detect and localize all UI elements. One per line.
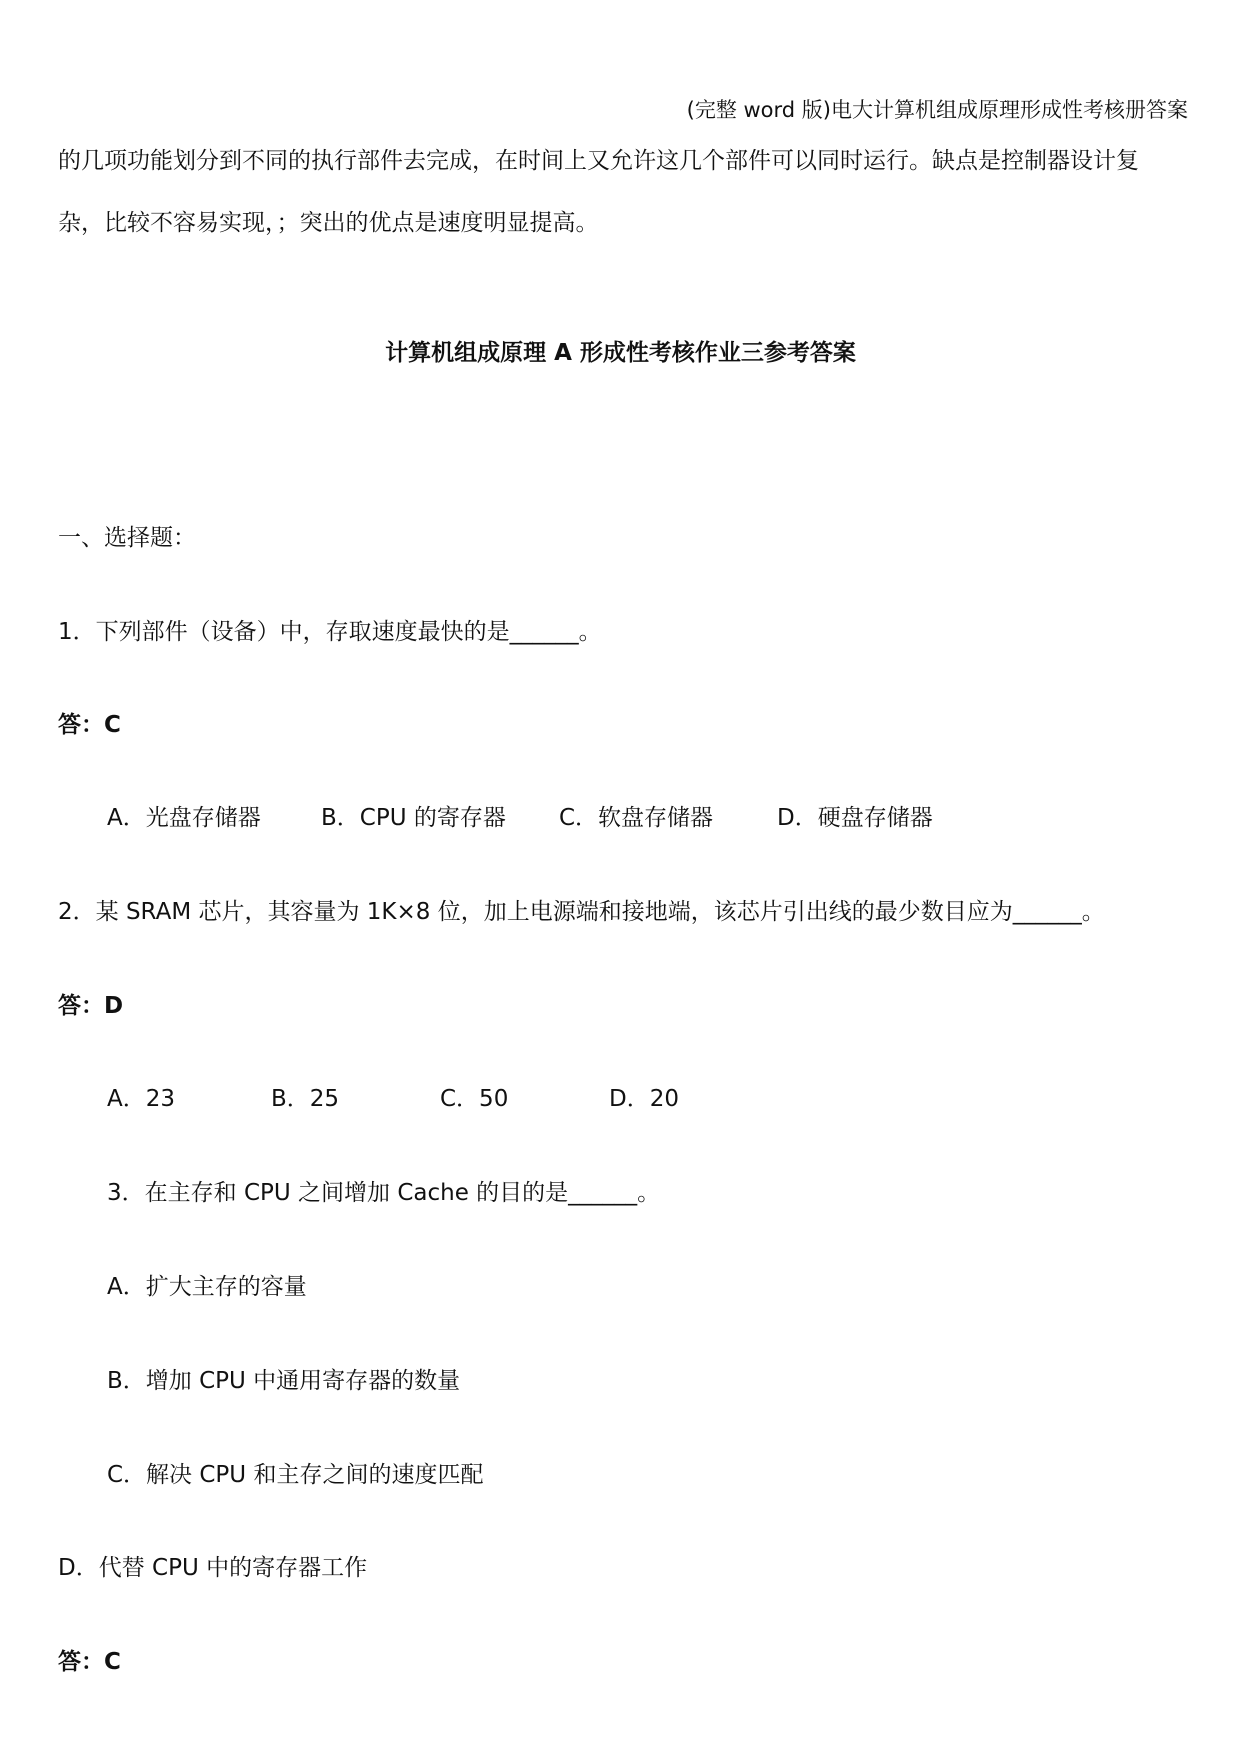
- question-3: 3．在主存和 CPU 之间增加 Cache 的目的是______。: [107, 1180, 661, 1206]
- option-d: D．硬盘存储器: [777, 805, 933, 831]
- question-3-option-d: D．代替 CPU 中的寄存器工作: [58, 1555, 368, 1581]
- continuation-line-2: 杂，比较不容易实现，；突出的优点是速度明显提高。: [58, 210, 599, 236]
- question-3-option-b: B．增加 CPU 中通用寄存器的数量: [107, 1368, 461, 1394]
- question-1-options: [107, 803, 933, 833]
- document-title: 计算机组成原理 A 形成性考核作业三参考答案: [385, 340, 856, 366]
- option-c: C．50: [440, 1086, 509, 1112]
- question-1: 1．下列部件（设备）中，存取速度最快的是______。: [58, 619, 602, 645]
- option-b: B．CPU 的寄存器: [321, 805, 506, 831]
- answer-2: 答：D: [58, 993, 124, 1019]
- answer-1: 答：C: [58, 712, 121, 738]
- option-b: B．25: [271, 1086, 340, 1112]
- section-heading: 一、选择题：: [58, 525, 196, 551]
- question-2-options: [107, 1084, 679, 1114]
- question-3-option-a: A．扩大主存的容量: [107, 1274, 307, 1300]
- option-a: A．23: [107, 1086, 176, 1112]
- question-3-option-c: C．解决 CPU 和主存之间的速度匹配: [107, 1462, 484, 1488]
- page-header: (完整 word 版)电大计算机组成原理形成性考核册答案: [686, 98, 1188, 122]
- option-a: A．光盘存储器: [107, 805, 261, 831]
- question-2: 2．某 SRAM 芯片，其容量为 1K×8 位，加上电源端和接地端，该芯片引出线的最少数目应为______。: [58, 899, 1105, 925]
- continuation-line-1: 的几项功能划分到不同的执行部件去完成，在时间上又允许这几个部件可以同时运行。缺点是控制器设计复: [58, 148, 1139, 174]
- option-c: C．软盘存储器: [559, 805, 714, 831]
- option-d: D．20: [609, 1086, 679, 1112]
- answer-3: 答：C: [58, 1649, 121, 1675]
